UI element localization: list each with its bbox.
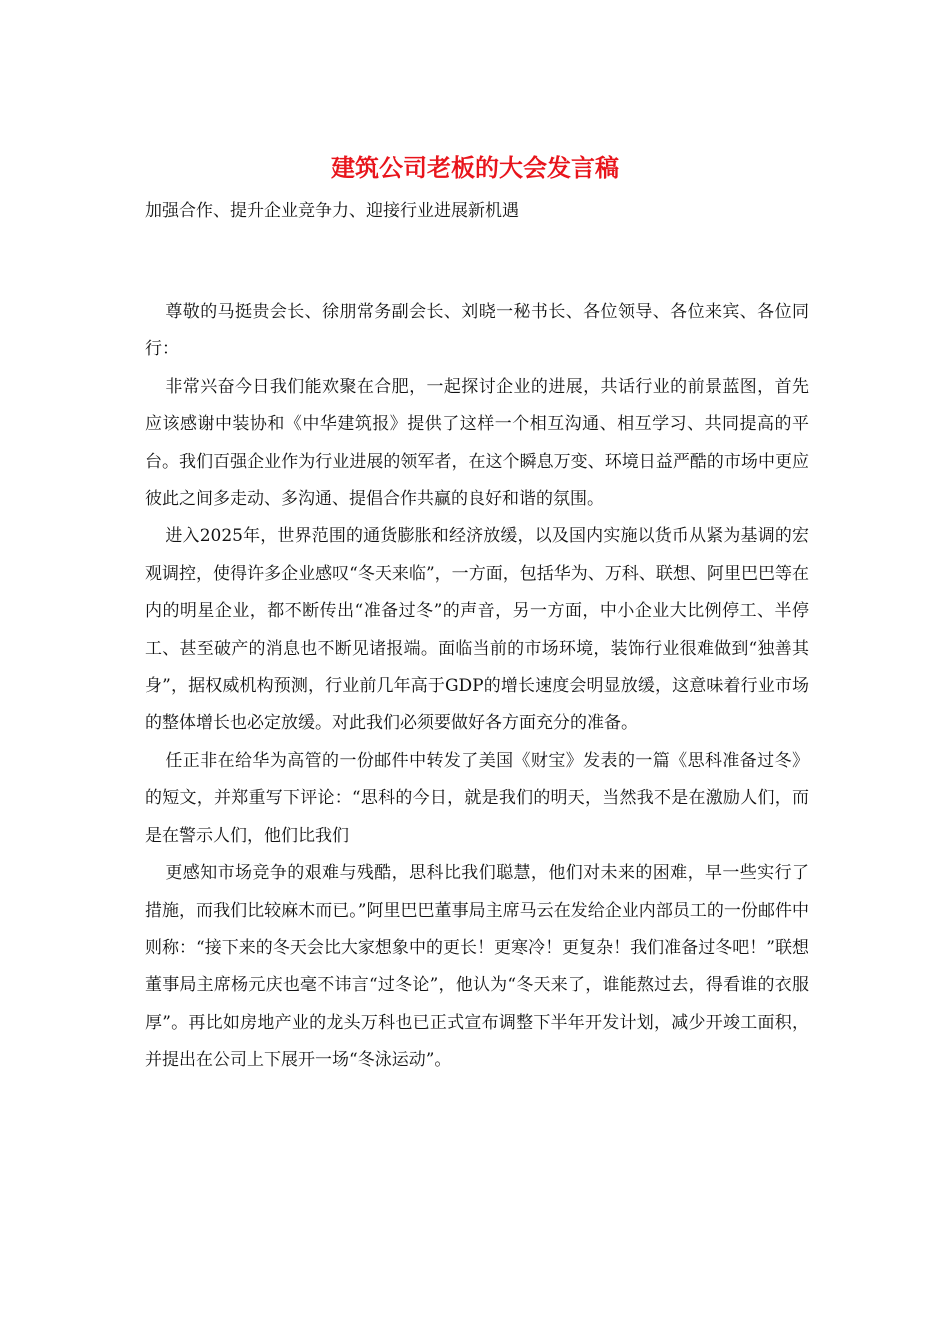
document-body	[145, 294, 809, 1080]
paragraph-salutation: 尊敬的马挺贵会长、徐朋常务副会长、刘晓一秘书长、各位领导、各位来宾、各位同行：	[145, 302, 809, 360]
document-title: 建筑公司老板的大会发言稿	[331, 153, 619, 182]
paragraph: 非常兴奋今日我们能欢聚在合肥，一起探讨企业的进展，共话行业的前景蓝图，首先应该感谢中装协和《中华建筑报》提供了这样一个相互沟通、相互学习、共同提高的平台。我们百强企业作为行业进展的领军者，在这个瞬息万变、环境日益严酷的市场中更应彼此之间多走动、多沟通、提倡合作共赢的良好和谐的氛围。	[145, 376, 809, 510]
paragraph: 更感知市场竞争的艰难与残酷，思科比我们聪慧，他们对未来的困难，早一些实行了措施，而我们比较麻木而已。”阿里巴巴董事局主席马云在发给企业内部员工的一份邮件中则称：“接下来的冬天会比大家想象中的更长！更寒冷！更复杂！我们准备过冬吧！”联想董事局主席杨元庆也毫不讳言“过冬论”，他认为“冬天来了，谁能熬过去，得看谁的衣服厚”。再比如房地产业的龙头万科也已正式宣布调整下半年开发计划，减少开竣工面积，并提出在公司上下展开一场“冬泳运动”。	[145, 863, 809, 1071]
paragraph: 进入2025年，世界范围的通货膨胀和经济放缓，以及国内实施以货币从紧为基调的宏观调控，使得许多企业感叹“冬天来临”，一方面，包括华为、万科、联想、阿里巴巴等在内的明星企业，都不断传出“准备过冬”的声音，另一方面，中小企业大比例停工、半停工、甚至破产的消息也不断见诸报端。面临当前的市场环境，装饰行业很难做到“独善其身”，据权威机构预测，行业前几年高于GDP的增长速度会明显放缓，这意味着行业市场的整体增长也必定放缓。对此我们必须要做好各方面充分的准备。	[145, 526, 809, 734]
document-subtitle: 加强合作、提升企业竞争力、迎接行业进展新机遇	[145, 201, 519, 221]
paragraph: 任正非在给华为高管的一份邮件中转发了美国《财宝》发表的一篇《思科准备过冬》的短文，并郑重写下评论：“思科的今日，就是我们的明天，当然我不是在激励人们，而是在警示人们，他们比我们	[145, 750, 809, 846]
